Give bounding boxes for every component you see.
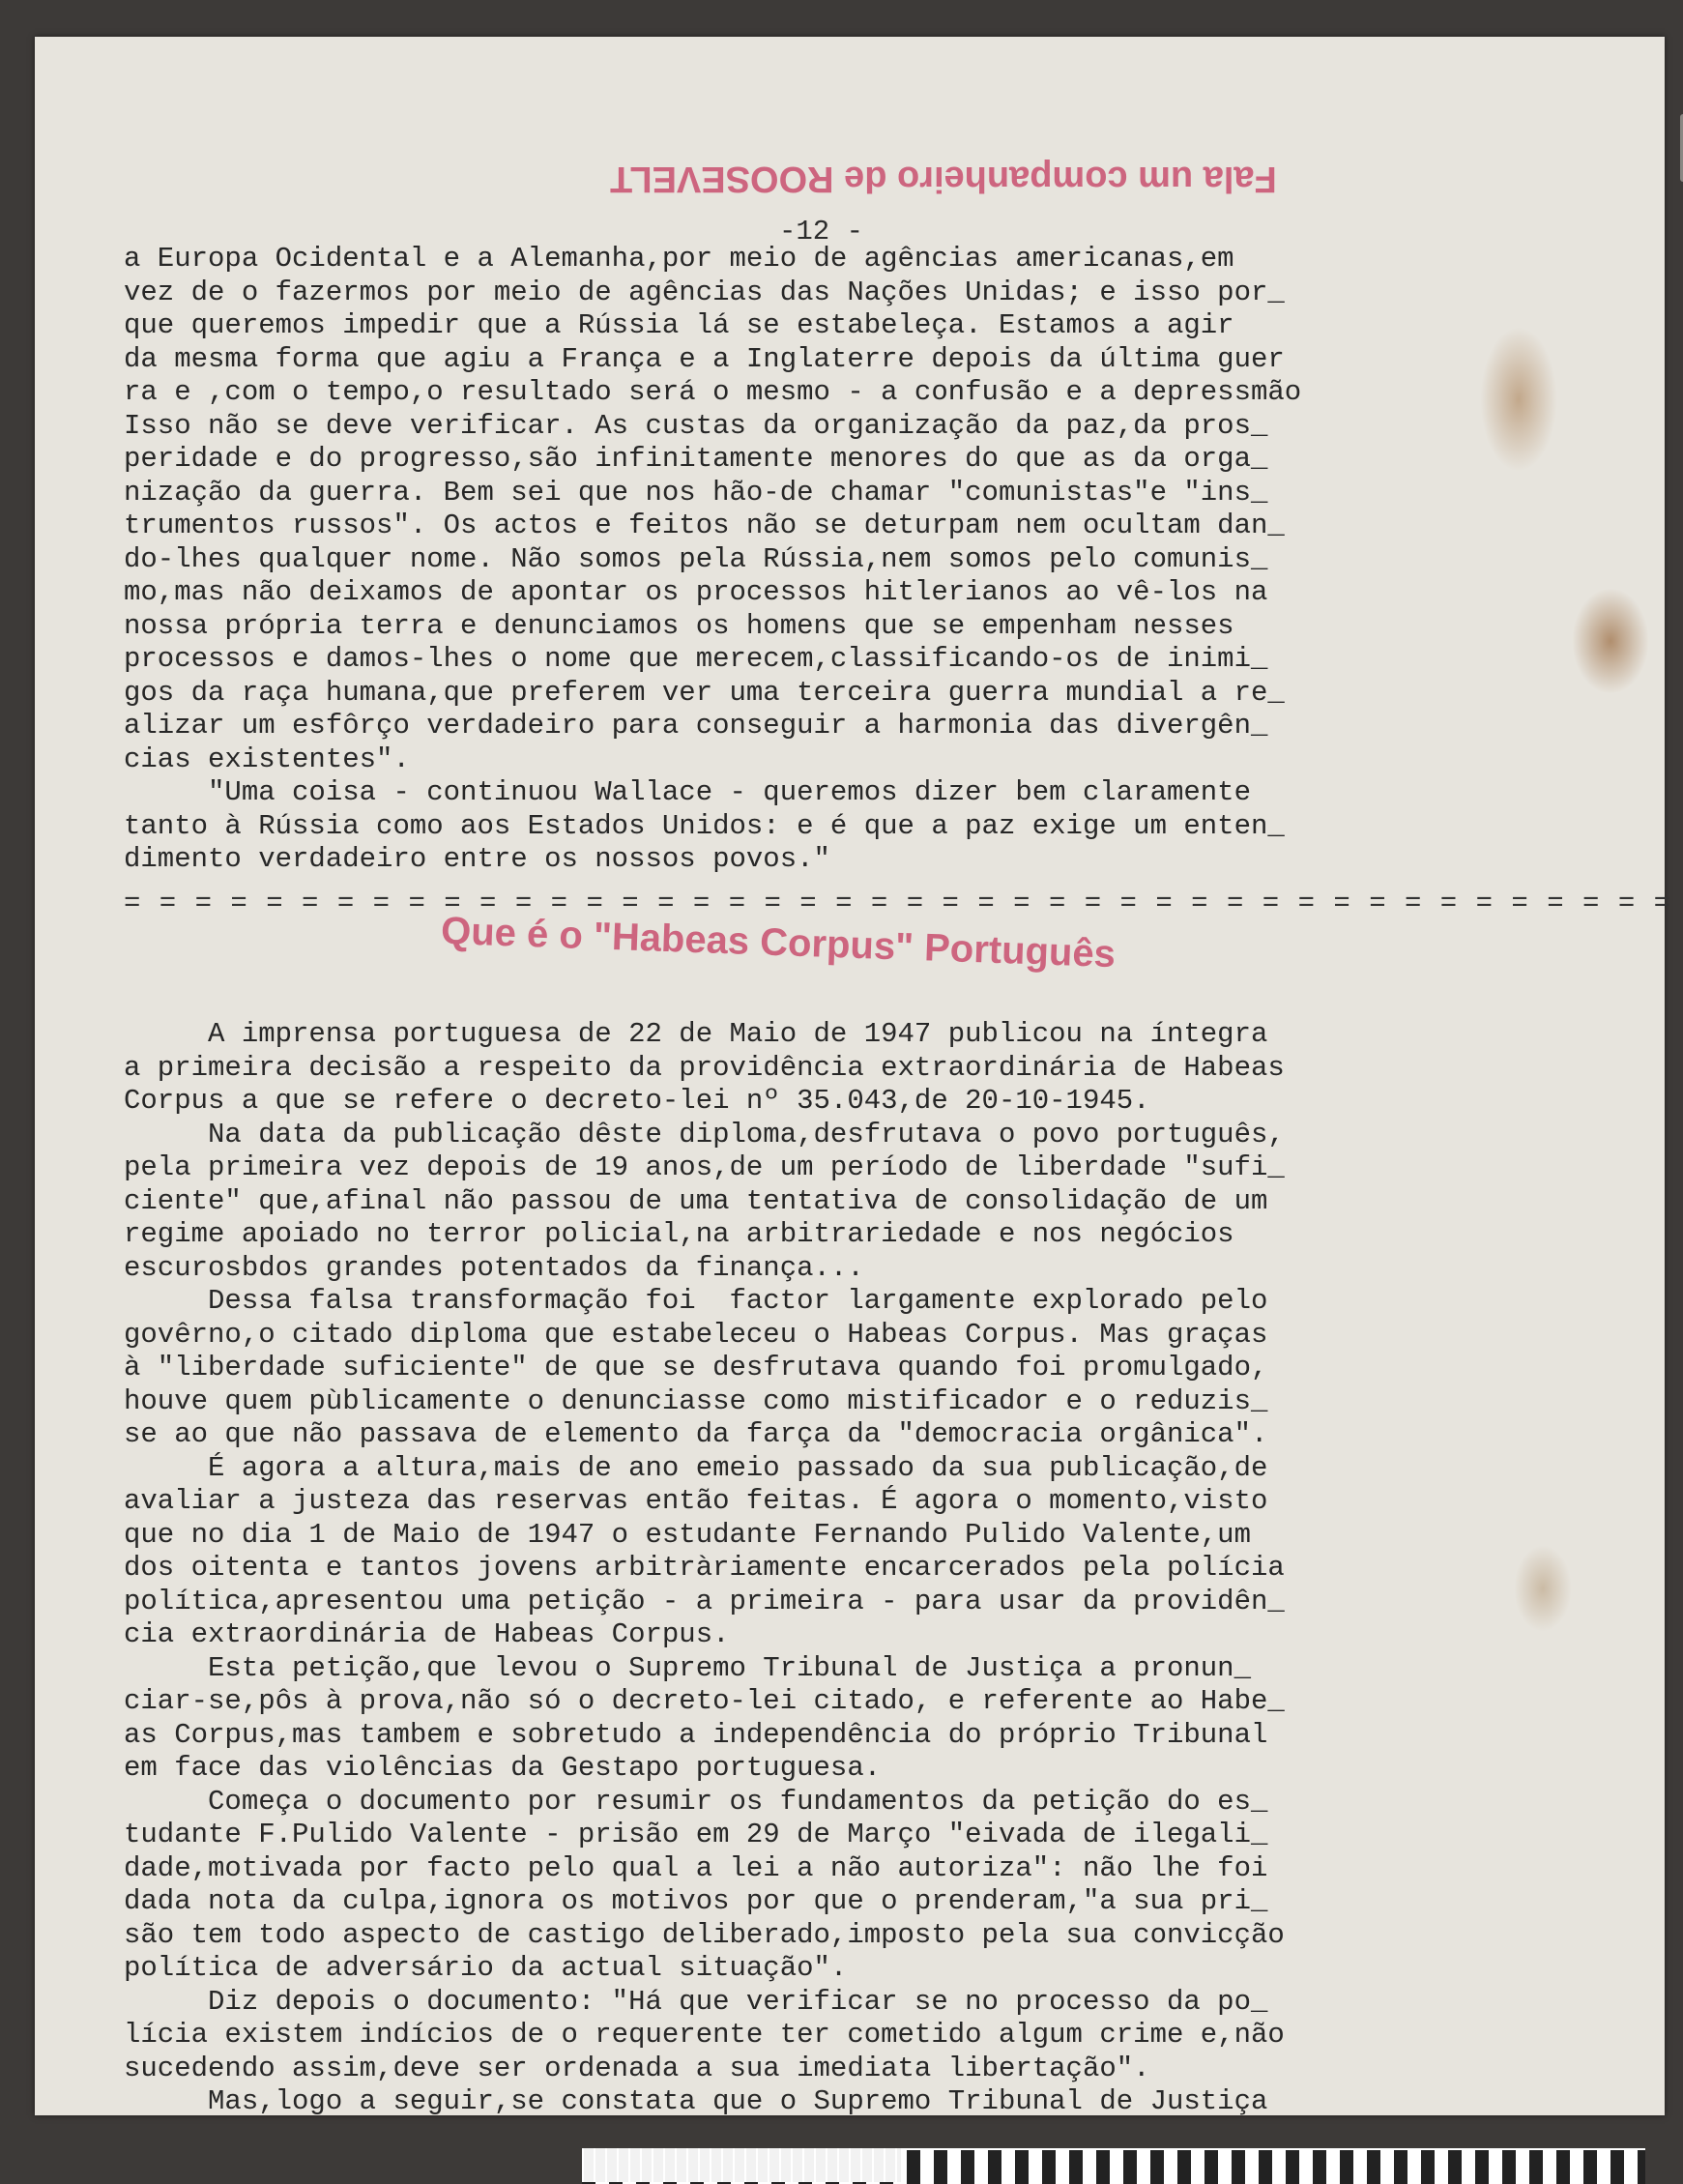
text-block-habeas-corpus [124, 1018, 1535, 2119]
text-line: as Corpus,mas tambem e sobretudo a independência do próprio Tribunal [124, 1718, 1268, 1751]
text-line: nização da guerra. Bem sei que nos hão-de chamar "comunistas"e "ins_ [124, 476, 1268, 509]
page-number: -12 - [779, 216, 864, 248]
text-line: Esta petição,que levou o Supremo Tribunal de Justiça a pronun_ [124, 1651, 1251, 1684]
text-line: dos oitenta e tantos jovens arbitràriamente encarcerados pela polícia [124, 1552, 1285, 1584]
scale-ruler-light [582, 2148, 901, 2182]
text-line: lícia existem indícios de o requerente ter cometido algum crime e,não [124, 2019, 1285, 2051]
text-line: avaliar a justeza das reservas então feitas. É agora o momento,visto [124, 1485, 1268, 1517]
text-line: que no dia 1 de Maio de 1947 o estudante Fernando Pulido Valente,um [124, 1518, 1251, 1551]
text-line: tanto à Rússia como aos Estados Unidos: e é que a paz exige um enten_ [124, 809, 1285, 842]
text-line: processos e damos-lhes o nome que merecem,classificando-os de inimi_ [124, 643, 1268, 675]
text-line: escurosbdos grandes potentados da finança... [124, 1251, 864, 1284]
text-line: pela primeira vez depois de 19 anos,de um período de liberdade "sufi_ [124, 1151, 1285, 1183]
text-line: gos da raça humana,que preferem ver uma terceira guerra mundial a re_ [124, 676, 1285, 709]
text-line: em face das violências da Gestapo portuguesa. [124, 1752, 882, 1784]
text-line: mo,mas não deixamos de apontar os processos hitlerianos ao vê-los na [124, 576, 1268, 608]
text-line: ciar-se,pôs à prova,não só o decreto-lei citado, e referente ao Habe_ [124, 1685, 1285, 1717]
text-line: cia extraordinária de Habeas Corpus. [124, 1618, 730, 1650]
text-line: Diz depois o documento: "Há que verificar se no processo da po_ [124, 1985, 1268, 2018]
text-line: sucedendo assim,deve ser ordenada a sua imediata libertação". [124, 2052, 1150, 2084]
text-line: "Uma coisa - continuou Wallace - queremos dizer bem claramente [124, 776, 1251, 808]
text-line: tudante F.Pulido Valente - prisão em 29 de Março "eivada de ilegali_ [124, 1819, 1268, 1850]
stain-mark [1572, 588, 1649, 694]
text-line: A imprensa portuguesa de 22 de Maio de 1947 publicou na íntegra [124, 1018, 1268, 1050]
text-line: à "liberdade suficiente" de que se desfrutava quando foi promulgado, [124, 1352, 1268, 1383]
text-line: ra e ,com o tempo,o resultado será o mesmo - a confusão e a depressmão [124, 376, 1302, 408]
text-line: a Europa Ocidental e a Alemanha,por meio de agências americanas,em [124, 243, 1234, 275]
text-line: peridade e do progresso,são infinitamente menores do que as da orga_ [124, 443, 1268, 475]
text-line: da mesma forma que agiu a França e a Inglaterre depois da última guer [124, 342, 1285, 375]
text-line: dade,motivada por facto pelo qual a lei a não autoriza": não lhe foi [124, 1851, 1268, 1884]
text-line: se ao que não passava de elemento da farça da "democracia orgânica". [124, 1418, 1268, 1450]
text-line: que queremos impedir que a Rússia lá se estabeleça. Estamos a agir [124, 309, 1234, 341]
text-line: Começa o documento por resumir os fundamentos da petição do es_ [124, 1785, 1268, 1818]
document-page [35, 37, 1672, 2117]
text-line: Isso não se deve verificar. As custas da organização da paz,da pros_ [124, 409, 1268, 442]
text-line: trumentos russos". Os actos e feitos não se deturpam nem ocultam dan_ [124, 510, 1285, 541]
text-line: Mas,logo a seguir,se constata que o Supremo Tribunal de Justiça [124, 2085, 1268, 2117]
text-line: dada nota da culpa,ignora os motivos por que o prenderam,"a sua pri_ [124, 1885, 1268, 1917]
text-line: É agora a altura,mais de ano emeio passado da sua publicação,de [124, 1451, 1268, 1484]
section-divider: = = = = = = = = = = = = = = = = = = = = = = = = = = = = = = = = = = = = = = = = = = = = [124, 888, 1672, 919]
text-line: do-lhes qualquer nome. Não somos pela Rússia,nem somos pelo comunis_ [124, 542, 1268, 575]
text-line: Corpus a que se refere o decreto-lei nº 35.043,de 20-10-1945. [124, 1085, 1150, 1117]
text-line: a primeira decisão a respeito da providência extraordinária de Habeas [124, 1051, 1285, 1084]
text-line: cias existentes". [124, 743, 410, 775]
text-block-continuation [124, 243, 1535, 877]
text-line: Dessa falsa transformação foi factor largamente explorado pelo [124, 1285, 1268, 1317]
ink-stamp-top: Fala um companheiro de ROOSEVELT [610, 159, 1277, 199]
text-line: govêrno,o citado diploma que estabeleceu o Habeas Corpus. Mas graças [124, 1318, 1268, 1351]
text-line: política de adversário da actual situação". [124, 1952, 848, 1984]
section-title-stamp: Que é o "Habeas Corpus" Português [440, 909, 1117, 976]
text-line: política,apresentou uma petição - a primeira - para usar da providên_ [124, 1585, 1285, 1617]
text-line: nossa própria terra e denunciamos os homens que se empenham nesses [124, 609, 1234, 642]
text-line: vez de o fazermos por meio de agências das Nações Unidas; e isso por_ [124, 276, 1285, 308]
text-line: regime apoiado no terror policial,na arbitrariedade e nos negócios [124, 1218, 1234, 1250]
text-line: são tem todo aspecto de castigo deliberado,imposto pela sua convicção [124, 1918, 1285, 1951]
text-line: Na data da publicação dêste diploma,desfrutava o povo português, [124, 1118, 1285, 1150]
text-line: houve quem pùblicamente o denunciasse como mistificador e o reduzis_ [124, 1384, 1268, 1417]
text-line: alizar um esfôrço verdadeiro para conseguir a harmonia das divergên_ [124, 710, 1268, 742]
text-line: dimento verdadeiro entre os nossos povos." [124, 843, 830, 875]
text-line: ciente" que,afinal não passou de uma tentativa de consolidação de um [124, 1184, 1268, 1217]
